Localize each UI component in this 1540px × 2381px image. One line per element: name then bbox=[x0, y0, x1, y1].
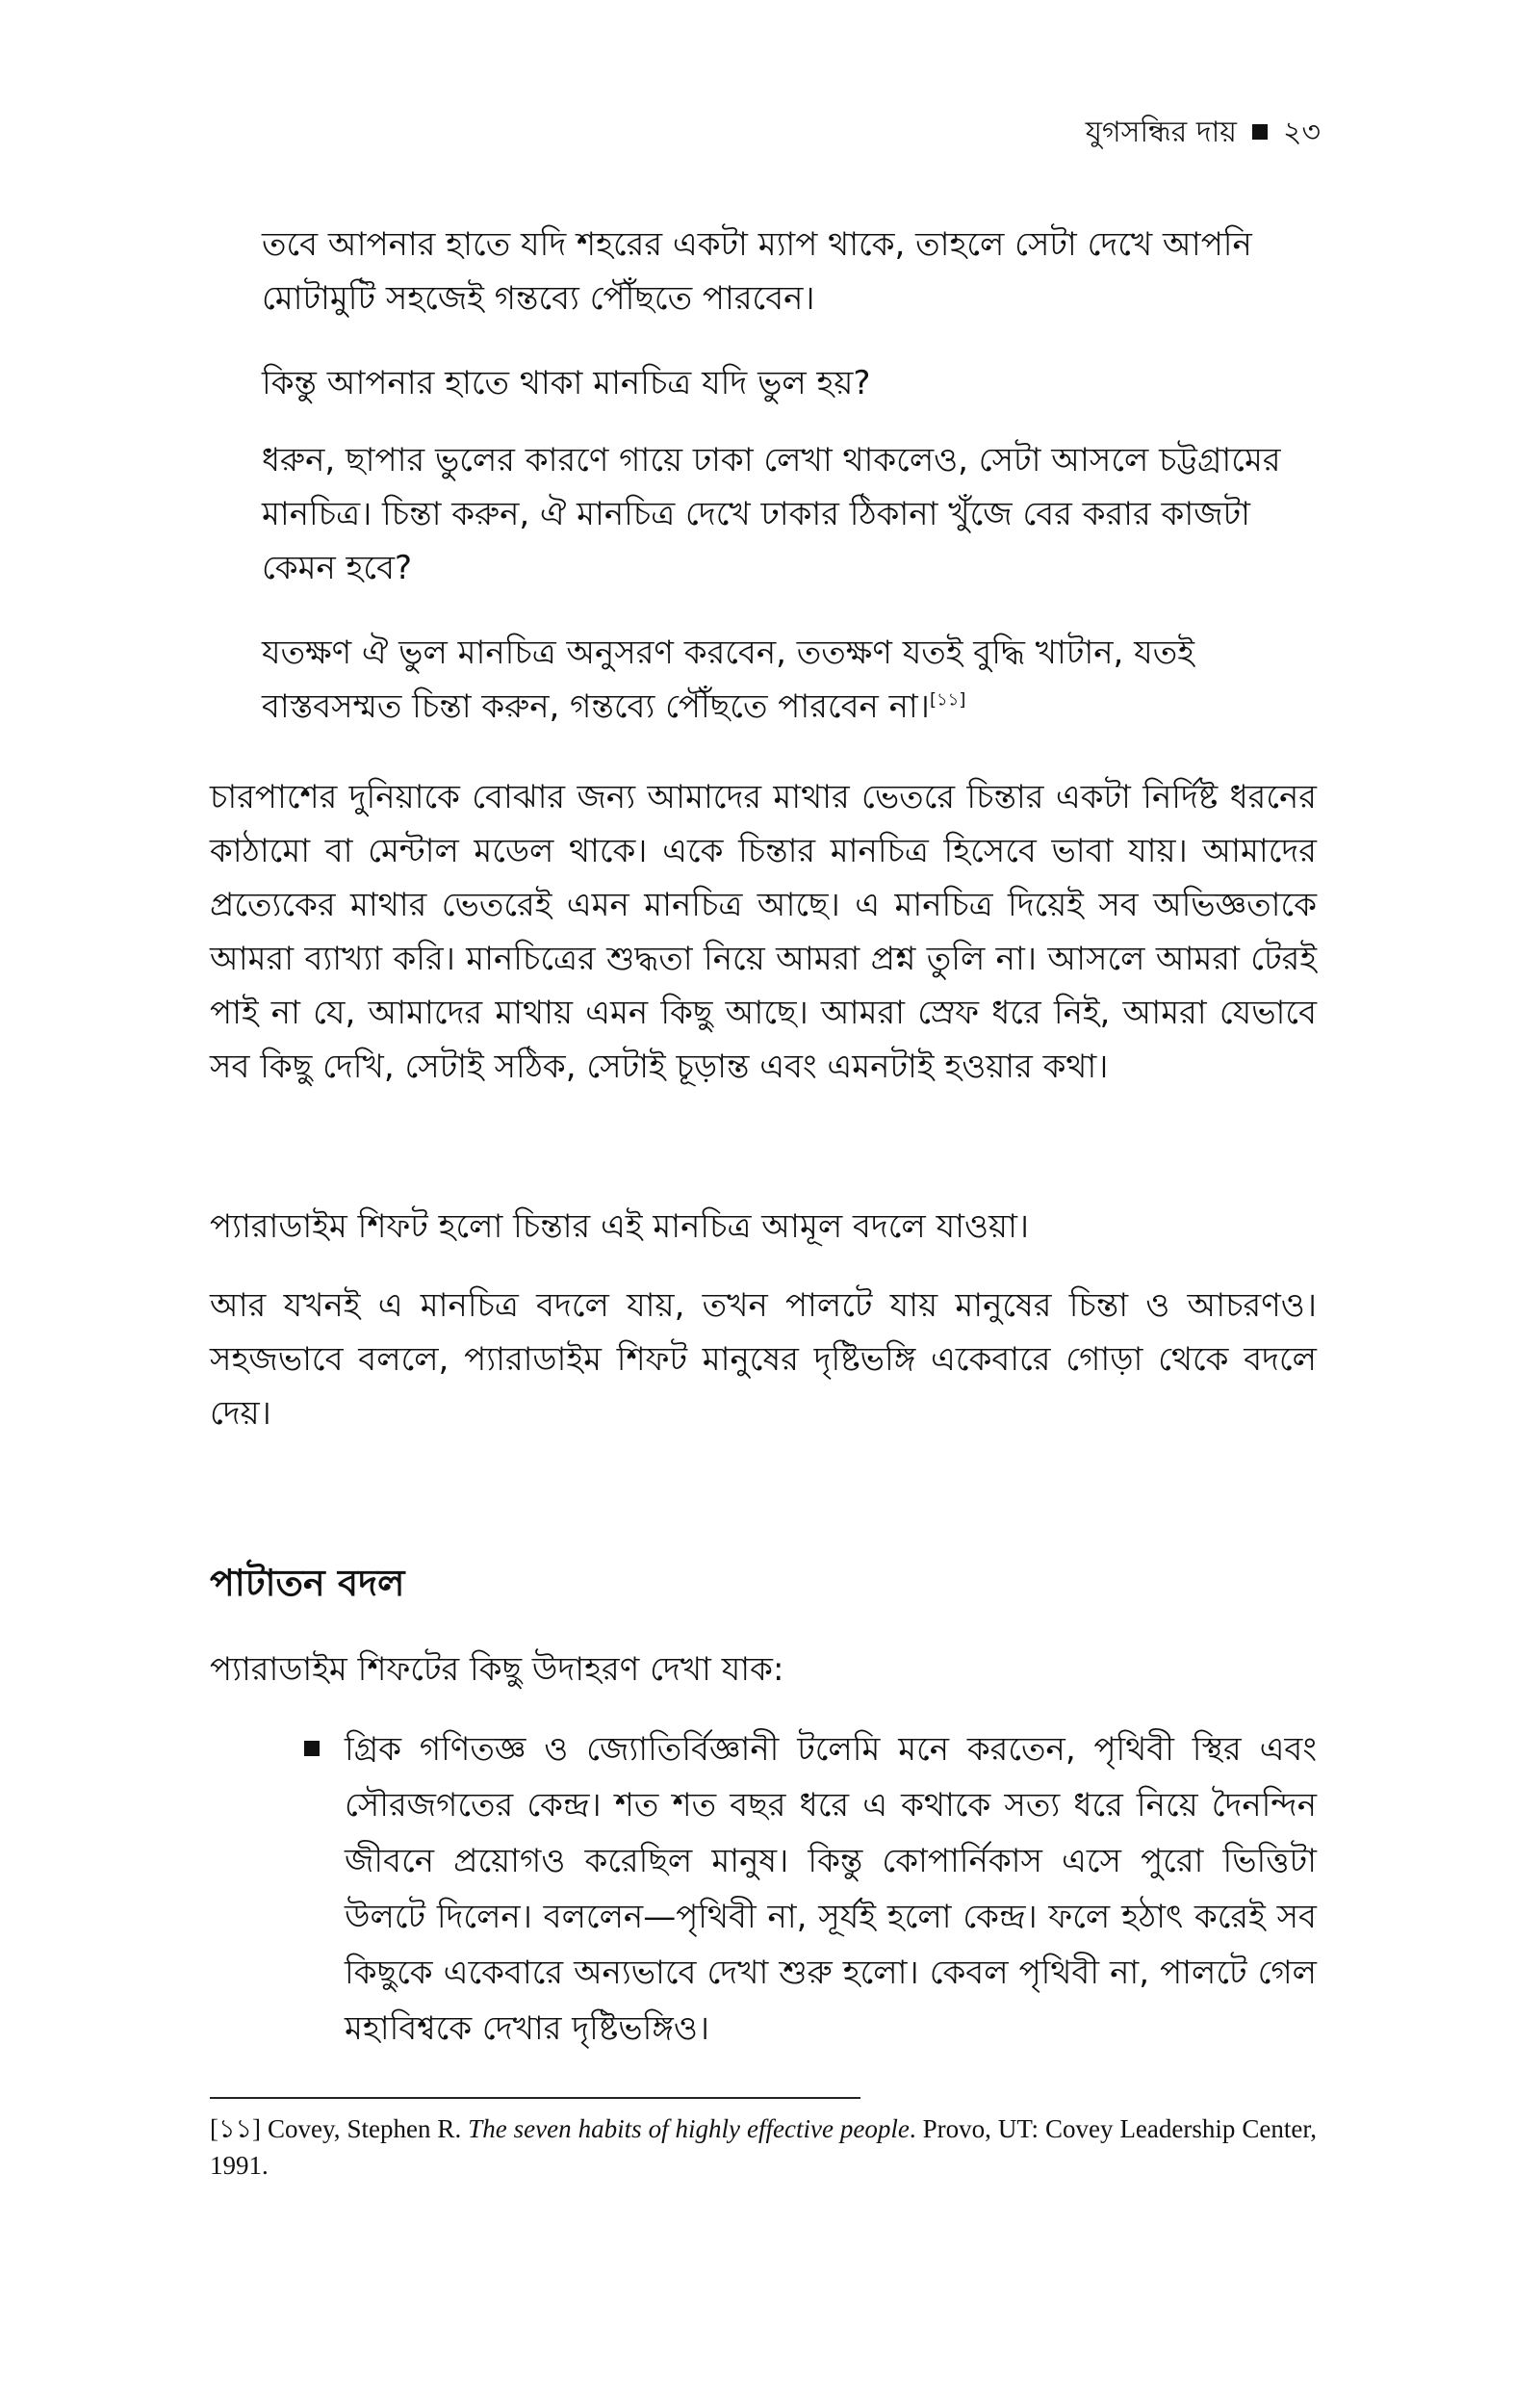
footnote bbox=[210, 2110, 1317, 2184]
quote-paragraph-4 bbox=[262, 626, 1309, 734]
quote-paragraph-3: ধরুন, ছাপার ভুলের কারণে গায়ে ঢাকা লেখা থাকলেও, সেটা আসলে চট্টগ্রামের মানচিত্র। চিন্তা করুন, ঐ মানচিত্র দেখে ঢাকার ঠিকানা খুঁজে বের করার কাজটা কেমন হবে? bbox=[262, 441, 1281, 587]
running-head-title: যুগসন্ধির দায় bbox=[1085, 116, 1237, 149]
footnote-author: Covey, Stephen R. bbox=[261, 2114, 469, 2143]
section-intro: প্যারাডাইম শিফটের কিছু উদাহরণ দেখা যাক: bbox=[210, 1650, 784, 1689]
body-paragraph-2: প্যারাডাইম শিফট হলো চিন্তার এই মানচিত্র আমূল বদলে যাওয়া। bbox=[210, 1207, 1030, 1246]
footnote-divider bbox=[210, 2097, 860, 2099]
section-heading: পাটাতন বদল bbox=[210, 1562, 405, 1604]
quote-paragraph-2: কিন্তু আপনার হাতে থাকা মানচিত্র যদি ভুল হয়? bbox=[262, 364, 871, 402]
square-bullet-icon bbox=[304, 1741, 320, 1756]
body-paragraph-1: চারপাশের দুনিয়াকে বোঝার জন্য আমাদের মাথার ভেতরে চিন্তার একটা নির্দিষ্ট ধরনের কাঠামো বা মেন্টাল মডেল থাকে। একে চিন্তার মানচিত্র হিসেবে ভাবা যায়। আমাদের প্রত্যেকের মাথার ভেতরেই এমন মানচিত্র আছে। এ মানচিত্র দিয়েই সব অভিজ্ঞতাকে আমরা ব্যাখ্যা করি। মানচিত্রের শুদ্ধতা নিয়ে আমরা প্রশ্ন তুলি না। আসলে আমরা টেরই পাই না যে, আমাদের মাথায় এমন কিছু আছে। আমরা স্রেফ ধরে নিই, আমরা যেভাবে সব কিছু দেখি, সেটাই সঠিক, সেটাই চূড়ান্ত এবং এমনটাই হওয়ার কথা। bbox=[210, 778, 1317, 1086]
body-paragraph-3: আর যখনই এ মানচিত্র বদলে যায়, তখন পালটে যায় মানুষের চিন্তা ও আচরণও। সহজভাবে বললে, প্যারাডাইম শিফট মানুষের দৃষ্টিভঙ্গি একেবারে গোড়া থেকে বদলে দেয়। bbox=[210, 1286, 1317, 1433]
footnote-publisher: . Provo, UT: Covey Leadership Center, 1991. bbox=[210, 2114, 1318, 2180]
quote-text: যতক্ষণ ঐ ভুল মানচিত্র অনুসরণ করবেন, ততক্ষণ যতই বুদ্ধি খাটান, যতই বাস্তবসম্মত চিন্তা করুন, গন্তব্যে পৌঁছতে পারবেন না। bbox=[262, 634, 1194, 726]
footnote-marker: [১১] bbox=[210, 2114, 262, 2143]
running-head bbox=[1086, 114, 1321, 152]
bullet-text: গ্রিক গণিতজ্ঞ ও জ্যোতির্বিজ্ঞানী টলেমি মনে করতেন, পৃথিবী স্থির এবং সৌরজগতের কেন্দ্র। শত শত বছর ধরে এ কথাকে সত্য ধরে নিয়ে দৈনন্দিন জীবনে প্রয়োগও করেছিল মানুষ। কিন্তু কোপার্নিকাস এসে পুরো ভিত্তিটা উলটে দিলেন। বললেন—পৃথিবী না, সূর্যই হলো কেন্দ্র। ফলে হঠাৎ করেই সব কিছুকে একেবারে অন্যভাবে দেখা শুরু হলো। কেবল পৃথিবী না, পালটে গেল মহাবিশ্বকে দেখার দৃষ্টিভঙ্গিও। bbox=[345, 1730, 1317, 2048]
square-bullet-icon bbox=[1252, 124, 1268, 140]
list-item bbox=[210, 1721, 1317, 2057]
quote-paragraph-1: তবে আপনার হাতে যদি শহরের একটা ম্যাপ থাকে, তাহলে সেটা দেখে আপনি মোটামুটি সহজেই গন্তব্যে পৌঁছতে পারবেন। bbox=[262, 225, 1252, 318]
bullet-list bbox=[210, 1721, 1317, 2057]
footnote-reference: [১১] bbox=[929, 689, 966, 711]
footnote-title: The seven habits of highly effective people bbox=[468, 2114, 910, 2143]
page-number: ২৩ bbox=[1282, 116, 1321, 149]
